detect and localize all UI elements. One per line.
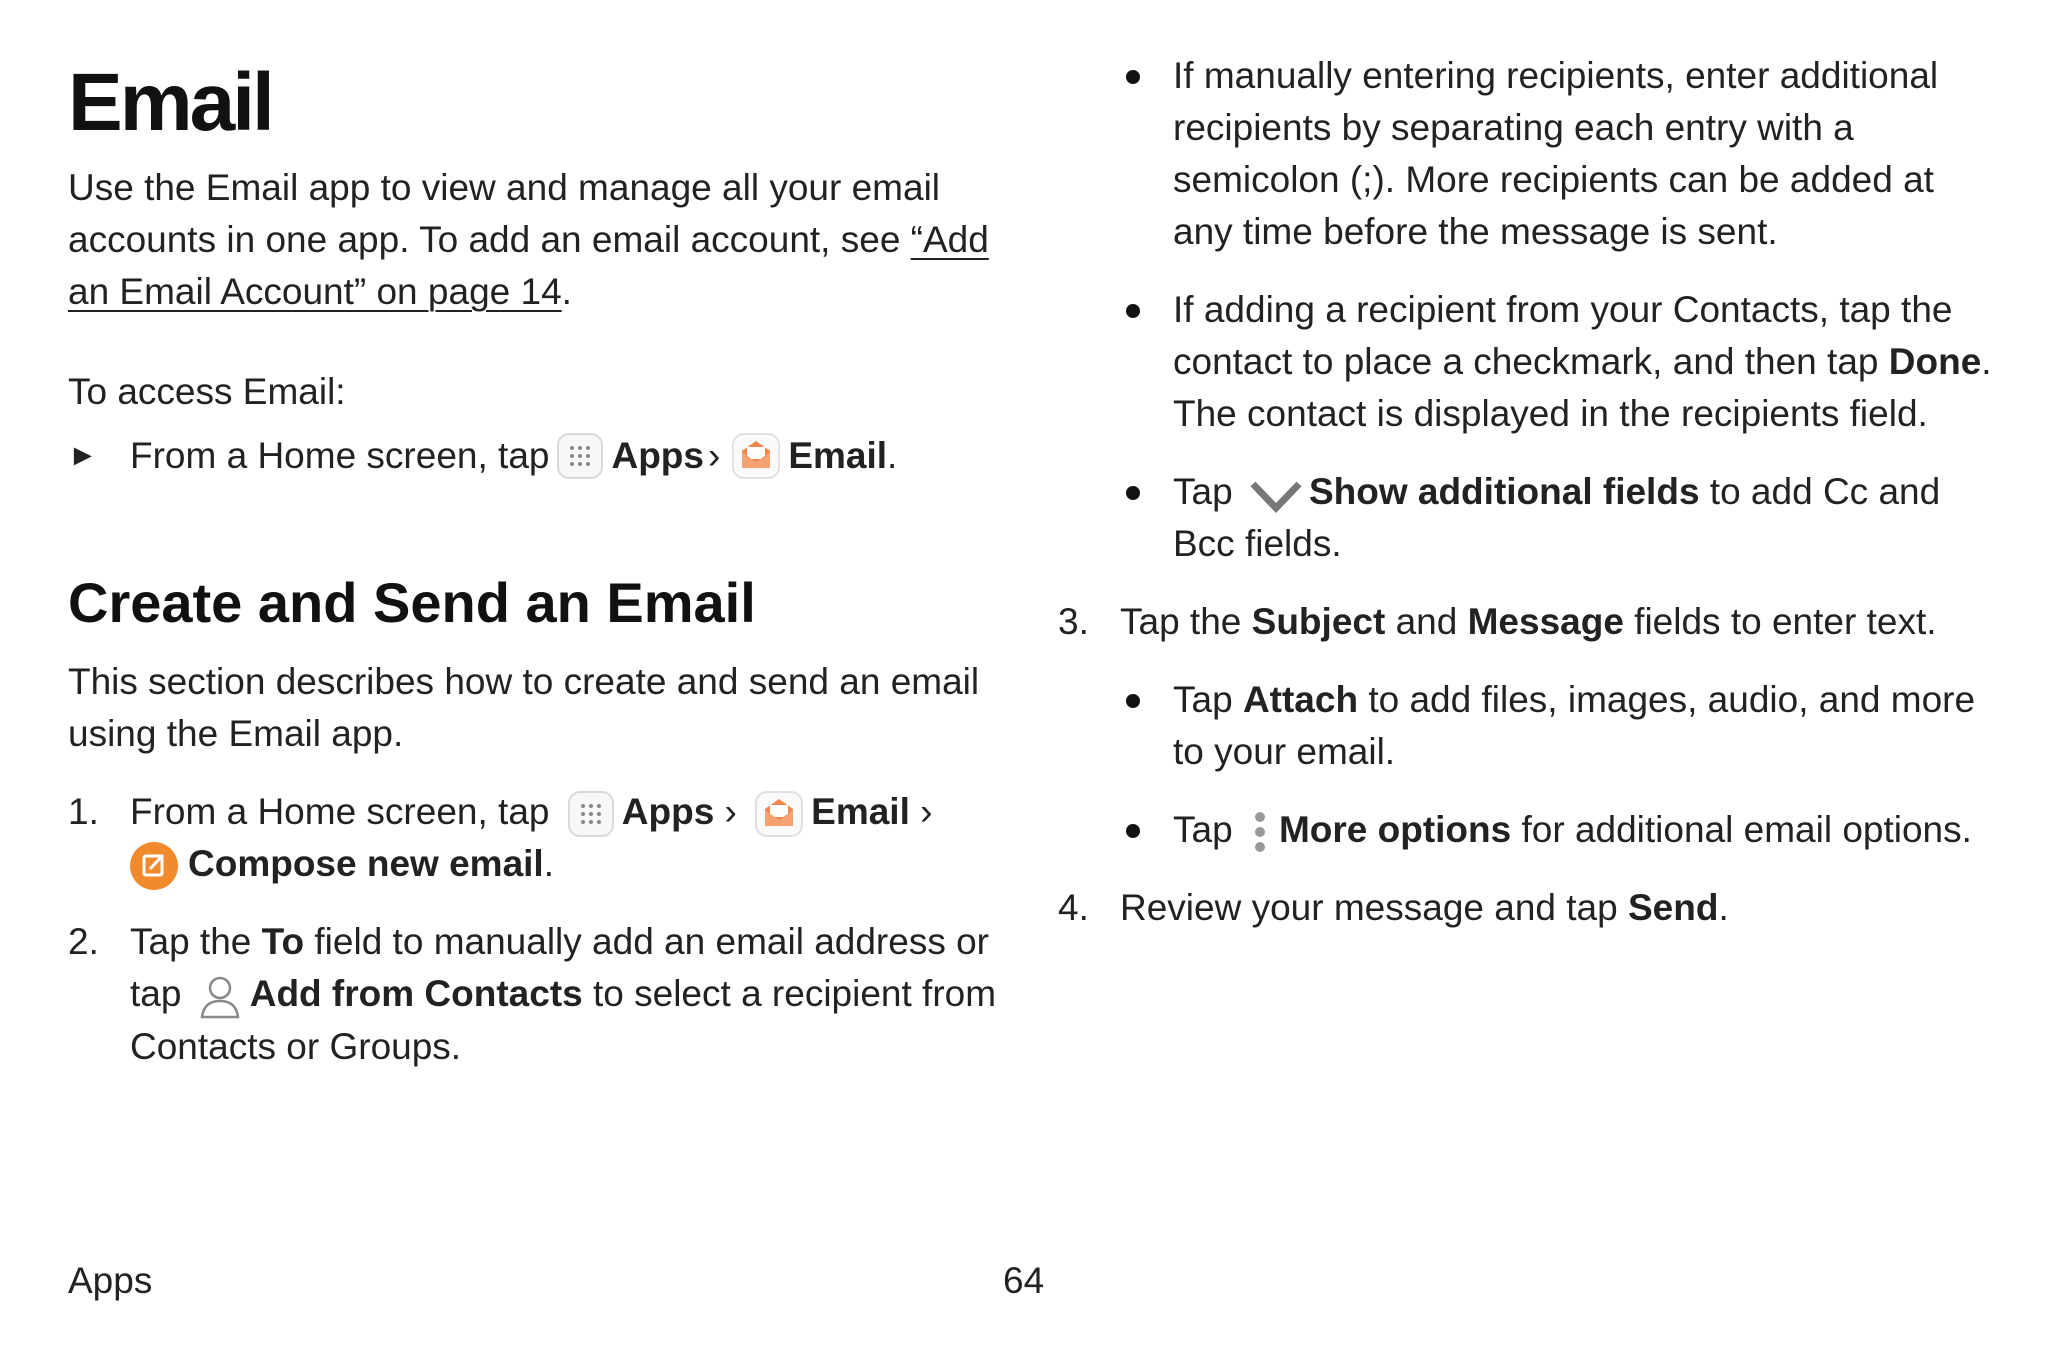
bullet-item — [1058, 466, 1998, 570]
separator-chevron: › — [724, 790, 737, 832]
bullet-text: If adding a recipient from your Contacts, tap the contact to place a checkmark, and then tap — [1173, 289, 1953, 382]
step-number: 4. — [1058, 887, 1089, 928]
step-item — [1058, 882, 1998, 934]
email-icon — [732, 433, 780, 479]
compose-icon — [130, 842, 178, 890]
step-number: 3. — [1058, 601, 1089, 642]
step-text: to select a recipient from Contacts or Groups. — [130, 972, 997, 1068]
bullet-dot-icon — [1126, 824, 1140, 838]
message-label: Message — [1467, 601, 1624, 642]
bullet-dot-icon — [1126, 304, 1140, 318]
step-number: 1. — [68, 790, 99, 832]
step-item — [68, 786, 998, 890]
access-end: . — [887, 435, 898, 476]
left-column — [68, 50, 998, 1099]
apps-label: Apps — [611, 435, 704, 476]
bullet-dot-icon — [1126, 486, 1140, 500]
bullet-item — [1058, 50, 1998, 258]
compose-label: Compose new email — [188, 842, 544, 884]
apps-label: Apps — [621, 790, 715, 832]
step-text: Tap the — [130, 920, 262, 962]
right-column — [1058, 50, 1998, 960]
step-end: . — [543, 842, 554, 884]
access-prefix: From a Home screen, tap — [130, 435, 550, 476]
apps-icon — [568, 791, 614, 837]
section-intro: This section describes how to create and send an email using the Email app. — [68, 660, 980, 754]
add-contact-icon — [196, 971, 246, 1021]
intro-paragraph — [68, 162, 998, 318]
bullet-text: Tap — [1173, 679, 1243, 720]
show-additional-fields-label: Show additional fields — [1308, 471, 1700, 512]
bullet-item — [1120, 804, 1998, 856]
bullet-text: to add files, images, audio, and more to your email. — [1173, 679, 1976, 772]
step-text: field to manually add an email address or tap — [130, 920, 990, 1014]
separator-chevron: › — [707, 435, 721, 476]
step-text: From a Home screen, tap — [130, 790, 550, 832]
bullet-item — [1120, 674, 1998, 778]
bullet-text: to add Cc and Bcc fields. — [1173, 471, 1941, 564]
attach-label: Attach — [1242, 679, 1359, 720]
step-item — [68, 916, 998, 1073]
step-text: and — [1385, 601, 1468, 642]
bullet-text: . The contact is displayed in the recipients field. — [1173, 341, 1992, 434]
to-field-label: To — [261, 920, 305, 962]
email-label: Email — [788, 435, 888, 476]
add-email-account-link[interactable]: “Add an Email Account” on page 14 — [68, 219, 989, 312]
step-text: . — [1718, 887, 1729, 928]
bullet-item — [1058, 284, 1998, 440]
access-instruction — [68, 430, 998, 482]
add-from-contacts-label: Add from Contacts — [249, 972, 583, 1014]
subject-label: Subject — [1251, 601, 1386, 642]
bullet-text: Tap — [1173, 809, 1243, 850]
arrow-bullet-icon: ► — [68, 439, 98, 472]
footer-section-label: Apps — [68, 1260, 153, 1301]
intro-text: Use the Email app to view and manage all your email accounts in one app. To add an email account, see — [68, 167, 941, 260]
send-label: Send — [1628, 887, 1719, 928]
more-options-label: More options — [1278, 809, 1512, 850]
steps-list-continued — [1058, 596, 1998, 934]
access-label: To access Email: — [68, 371, 346, 412]
step-text: Review your message and tap — [1120, 887, 1628, 928]
page-number: 64 — [1003, 1260, 1045, 1301]
intro-end: . — [561, 271, 572, 312]
email-label: Email — [811, 790, 910, 832]
bullet-text: If manually entering recipients, enter additional recipients by separating each entry with a semicolon (;). More recipients can be added at any time before the message is sent. — [1173, 55, 1939, 252]
step-text: fields to enter text. — [1623, 601, 1937, 642]
step-number: 2. — [68, 920, 99, 962]
steps-list — [68, 786, 998, 1073]
step-item — [1058, 596, 1998, 856]
bullet-text: for additional email options. — [1511, 809, 1972, 850]
done-label: Done — [1888, 341, 1982, 382]
chevron-down-icon — [1249, 476, 1303, 512]
step-text: Tap the — [1120, 601, 1252, 642]
recipient-bullets — [1058, 50, 1998, 570]
bullet-dot-icon — [1126, 694, 1140, 708]
email-icon — [755, 791, 803, 837]
separator-chevron: › — [920, 790, 933, 832]
bullet-dot-icon — [1126, 70, 1140, 84]
bullet-text: Tap — [1173, 471, 1243, 512]
more-options-icon — [1253, 809, 1267, 855]
step3-bullets — [1120, 674, 1998, 856]
section-heading: Create and Send an Email — [68, 571, 756, 634]
page-title: Email — [68, 57, 272, 148]
apps-icon — [557, 433, 603, 479]
